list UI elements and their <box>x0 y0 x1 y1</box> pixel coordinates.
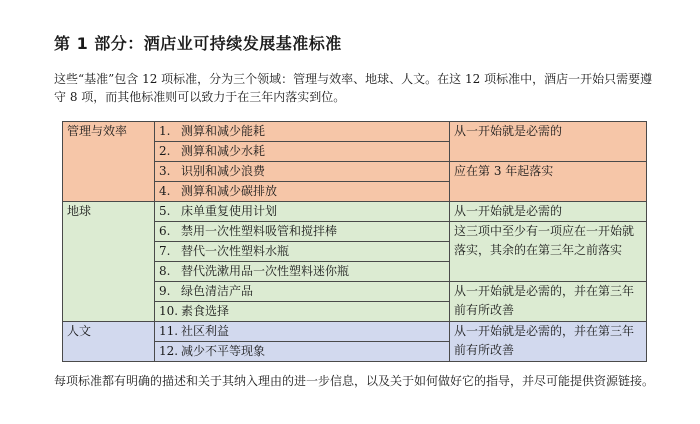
section-title: 第 1 部分：酒店业可持续发展基准标准 <box>54 34 342 53</box>
standard-item: 10. 素食选择 <box>155 302 450 322</box>
standard-item: 5. 床单重复使用计划 <box>155 202 450 222</box>
standard-item: 3. 识别和减少浪费 <box>155 162 450 182</box>
intro-paragraph: 这些“基准”包含 12 项标准，分为三个领域：管理与效率、地球、人文。在这 12 项标准中，酒店一开始只需要遵守 8 项，而其他标准则可以致力于在三年内落实到位。 <box>54 72 653 104</box>
timing-cell: 从一开始就是必需的 <box>450 202 647 222</box>
standard-item: 12. 减少不平等现象 <box>155 342 450 362</box>
standard-item: 9. 绿色清洁产品 <box>155 282 450 302</box>
standard-item: 8. 替代洗漱用品一次性塑料迷你瓶 <box>155 262 450 282</box>
area-management: 管理与效率 <box>63 122 155 202</box>
standards-table <box>62 121 647 362</box>
standard-item: 11. 社区利益 <box>155 322 450 342</box>
timing-cell: 这三项中至少有一项应在一开始就落实，其余的在第三年之前落实 <box>450 222 647 282</box>
table-row <box>63 122 647 142</box>
standard-item: 2. 测算和减少水耗 <box>155 142 450 162</box>
standard-item: 7. 替代一次性塑料水瓶 <box>155 242 450 262</box>
table-row <box>63 322 647 342</box>
area-people: 人文 <box>63 322 155 362</box>
standard-item: 6. 禁用一次性塑料吸管和搅拌棒 <box>155 222 450 242</box>
area-earth: 地球 <box>63 202 155 322</box>
timing-cell: 从一开始就是必需的，并在第三年前有所改善 <box>450 282 647 322</box>
timing-cell: 从一开始就是必需的，并在第三年前有所改善 <box>450 322 647 362</box>
timing-cell: 应在第 3 年起落实 <box>450 162 647 202</box>
timing-cell: 从一开始就是必需的 <box>450 122 647 162</box>
table-row <box>63 202 647 222</box>
footer-paragraph: 每项标准都有明确的描述和关于其纳入理由的进一步信息，以及关于如何做好它的指导，并尽可能提供资源链接。 <box>54 374 655 388</box>
standard-item: 4. 测算和减少碳排放 <box>155 182 450 202</box>
standard-item: 1. 测算和减少能耗 <box>155 122 450 142</box>
